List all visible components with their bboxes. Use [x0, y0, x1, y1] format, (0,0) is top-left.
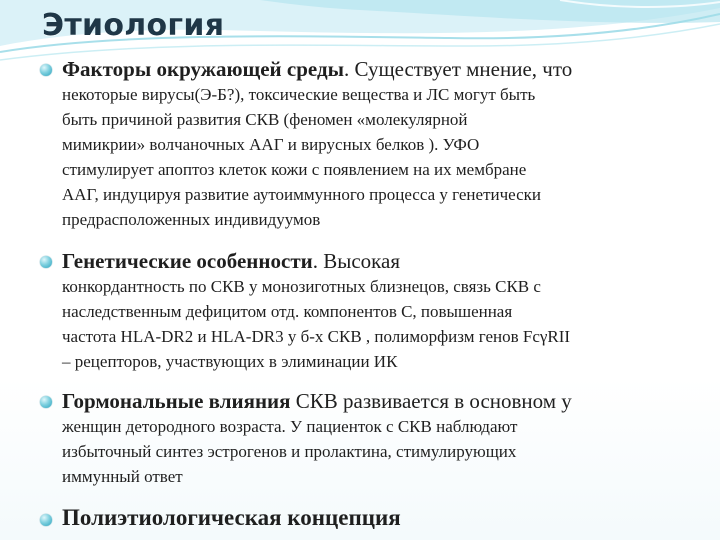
bullet-icon — [40, 256, 52, 268]
item-line: конкордантность по СКВ у монозиготных близнецов, связь СКВ с — [62, 277, 541, 296]
bullet-icon — [40, 514, 52, 526]
item-heading: Полиэтиологическая концепция — [62, 505, 401, 530]
item-lead-text: . Высокая — [312, 249, 401, 273]
item-lead-text: СКВ развивается в основном у — [290, 389, 572, 413]
item-heading: Гормональные влияния — [62, 389, 291, 413]
item-lead-text: . Существует мнение, что — [343, 57, 573, 81]
item-line: иммунный ответ — [62, 467, 183, 486]
bullet-icon — [40, 396, 52, 408]
list-item — [40, 248, 690, 374]
item-line: быть причиной развития СКВ (феномен «молекулярной — [62, 110, 468, 129]
bullet-list — [40, 56, 690, 531]
item-line: некоторые вирусы(Э-Б?), токсические вещества и ЛС могут быть — [62, 85, 536, 104]
item-heading: Факторы окружающей среды — [62, 57, 344, 81]
item-line: предрасположенных индивидуумов — [62, 210, 321, 229]
item-line: наследственным дефицитом отд. компонентов С, повышенная — [62, 302, 513, 321]
page-title: Этиология — [42, 8, 225, 43]
item-line: избыточный синтез эстрогенов и пролактина, стимулирующих — [62, 442, 517, 461]
list-item — [40, 505, 690, 531]
item-heading: Генетические особенности — [62, 249, 313, 273]
item-line: стимулирует апоптоз клеток кожи с появлением на их мембране — [62, 160, 527, 179]
bullet-icon — [40, 64, 52, 76]
item-line: – рецепторов, участвующих в элиминации ИК — [62, 352, 398, 371]
item-line: женщин детородного возраста. У пациенток с СКВ наблюдают — [62, 417, 518, 436]
item-line: мимикрии» волчаночных ААГ и вирусных белков ). УФО — [62, 135, 480, 154]
item-line: ААГ, индуцируя развитие аутоиммунного процесса у генетически — [62, 185, 542, 204]
item-line: частота HLA-DR2 и HLA-DR3 у б-х СКВ , полиморфизм генов FcγRII — [62, 327, 571, 346]
list-item — [40, 56, 690, 232]
list-item — [40, 388, 690, 489]
